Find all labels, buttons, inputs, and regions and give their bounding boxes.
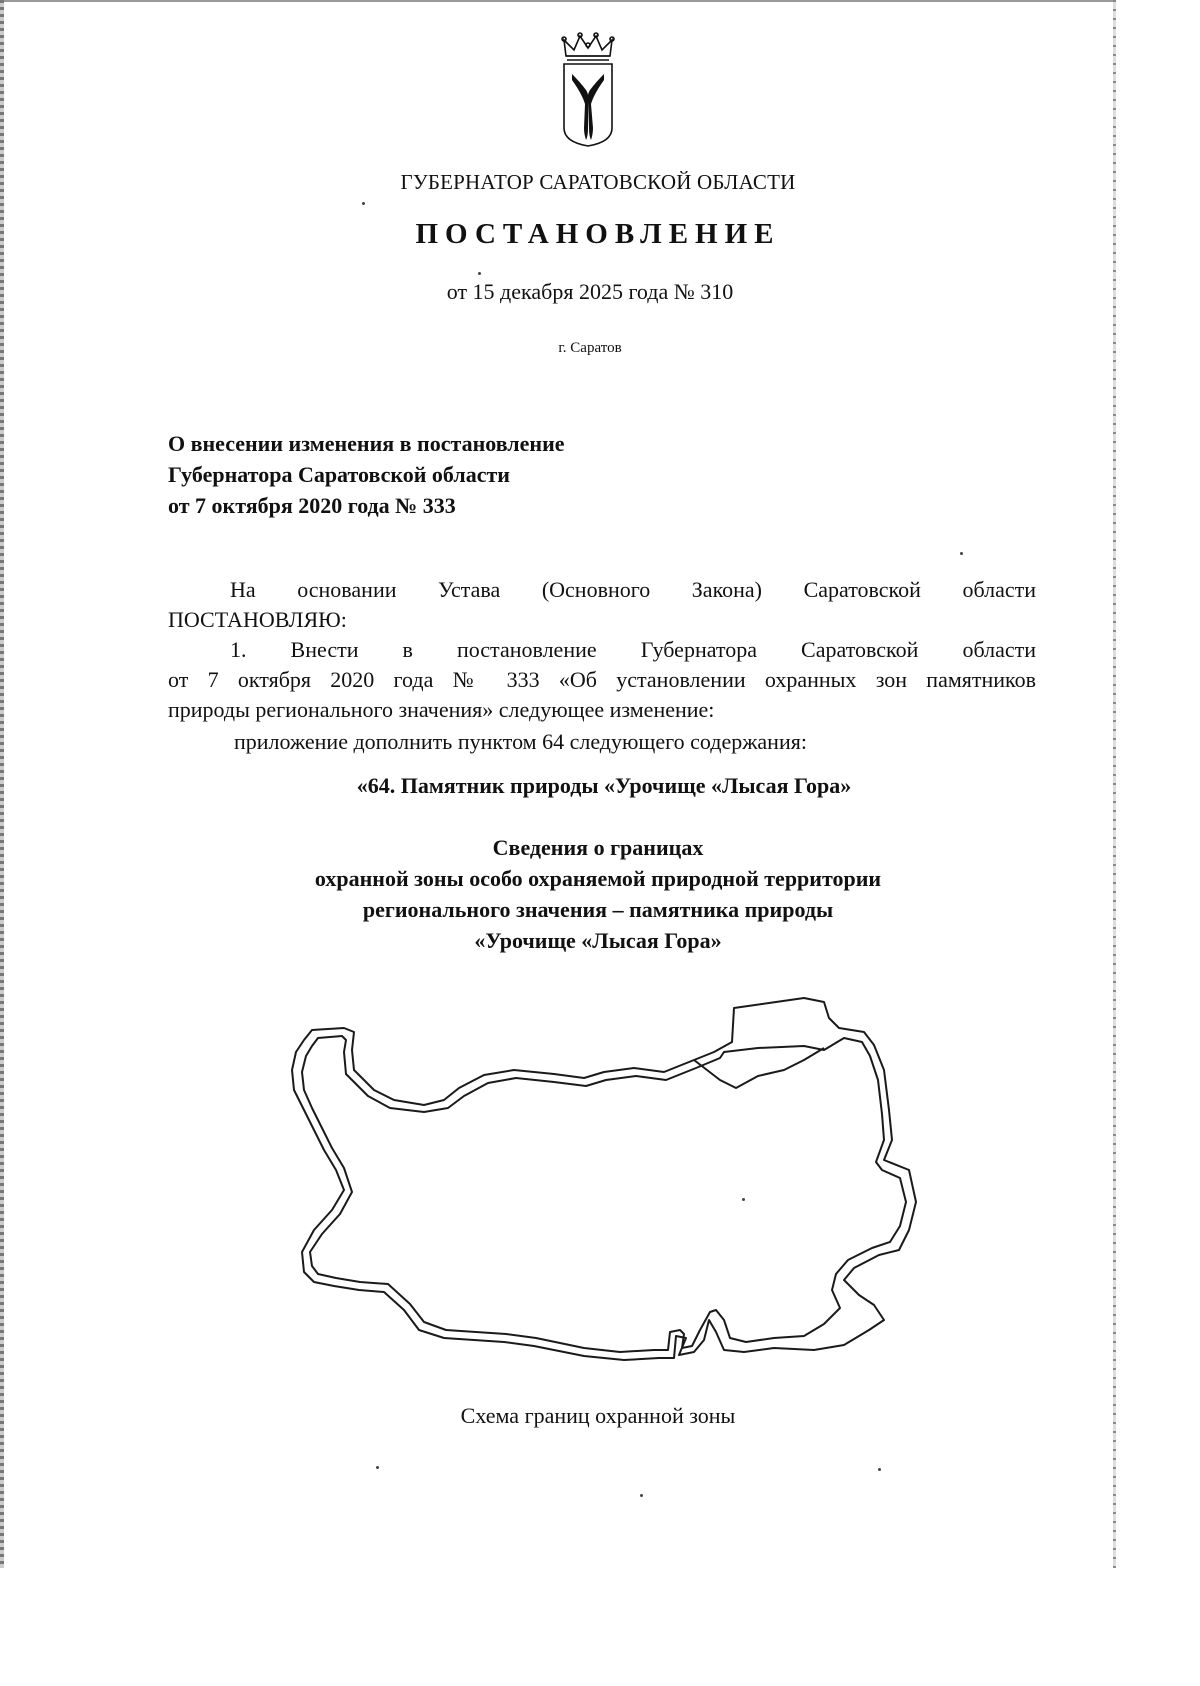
body-paragraph-1 <box>168 575 1036 635</box>
scheme-caption: Схема границ охранной зоны <box>460 1403 736 1428</box>
body-line: приложение дополнить пунктом 64 следующего содержания: <box>234 729 807 754</box>
subject-line: Губернатора Саратовской области <box>168 462 510 487</box>
scan-speck <box>742 1198 745 1201</box>
item-64-title: «64. Памятник природы «Урочище «Лысая Гора» <box>356 773 852 798</box>
scan-speck <box>960 552 963 555</box>
document-date-number: от 15 декабря 2025 года № 310 <box>446 279 734 304</box>
document-type-title: ПОСТАНОВЛЕНИЕ <box>415 218 781 250</box>
inner-boundary <box>302 1036 906 1352</box>
subject-line: от 7 октября 2020 года № 333 <box>168 493 456 518</box>
issuing-authority: ГУБЕРНАТОР САРАТОВСКОЙ ОБЛАСТИ <box>400 170 796 194</box>
body-paragraph-2 <box>168 635 1036 725</box>
internal-division <box>694 1048 824 1088</box>
scan-speck <box>878 1468 881 1471</box>
body-line: ПОСТАНОВЛЯЮ: <box>168 607 347 632</box>
heading-line: Сведения о границах <box>492 835 704 860</box>
scan-speck <box>376 1466 379 1469</box>
heading-line: «Урочище «Лысая Гора» <box>474 928 722 953</box>
heading-line: регионального значения – памятника природы <box>362 897 834 922</box>
subject-line: О внесении изменения в постановление <box>168 431 565 456</box>
body-line: от 7 октября 2020 года № 333 «Об установлении охранных зон памятников <box>168 667 1036 692</box>
boundary-info-heading <box>40 832 1156 956</box>
heading-line: охранной зоны особо охраняемой природной территории <box>314 866 882 891</box>
protection-zone-boundary-scheme <box>284 990 924 1370</box>
scan-speck <box>362 202 365 205</box>
scan-speck <box>478 272 481 275</box>
scan-edge-top <box>0 0 1116 2</box>
body-line: 1. Внести в постановление Губернатора Саратовской области <box>230 637 1036 662</box>
saratov-coat-of-arms-icon <box>558 32 618 148</box>
body-line: природы регионального значения» следующее изменение: <box>168 697 715 722</box>
outer-boundary <box>292 998 916 1360</box>
document-city: г. Саратов <box>558 340 622 356</box>
body-paragraph-3 <box>168 727 1036 757</box>
body-line: На основании Устава (Основного Закона) Саратовской области <box>230 577 1036 602</box>
document-subject <box>168 428 565 521</box>
scan-speck <box>640 1494 643 1497</box>
